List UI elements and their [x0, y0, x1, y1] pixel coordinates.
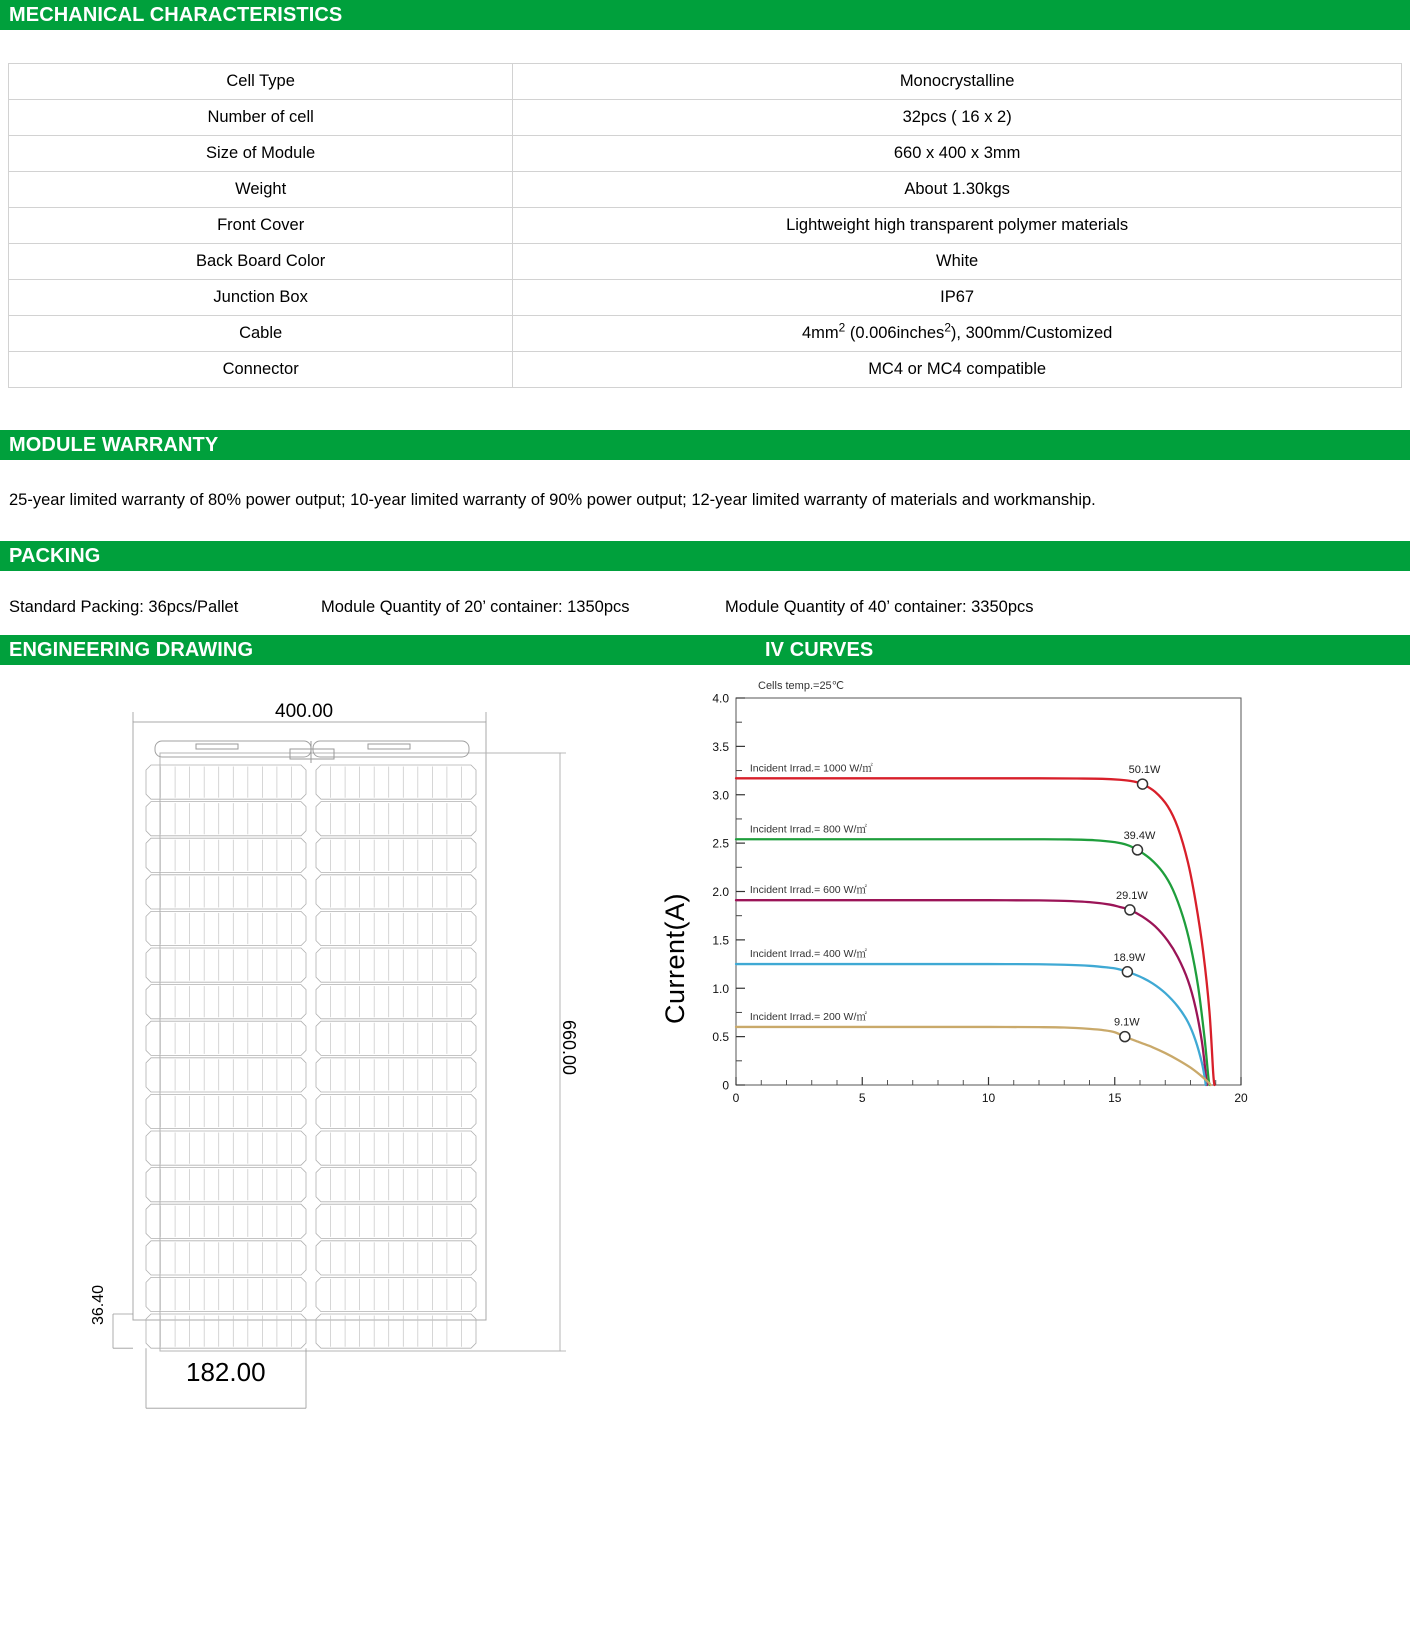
curve-legend-label: Incident Irrad.= 1000 W/㎡	[749, 762, 873, 775]
mpp-power-label: 39.4W	[1123, 829, 1156, 842]
table-cell-key: Cell Type	[9, 64, 513, 100]
panel-outline-group	[133, 722, 560, 1351]
solar-cell	[146, 984, 306, 1018]
solar-cell	[146, 1094, 306, 1128]
table-cell-key: Front Cover	[9, 208, 513, 244]
packing-standard: Standard Packing: 36pcs/Pallet	[9, 597, 239, 616]
section-bar-packing	[0, 541, 1410, 571]
table-cell-value: IP67	[513, 280, 1402, 316]
solar-cell	[146, 1314, 306, 1348]
chart-text-group	[750, 680, 1161, 1029]
table-row	[9, 172, 1402, 208]
table-cell-key: Size of Module	[9, 136, 513, 172]
solar-cell	[146, 875, 306, 909]
section-title-mechanical: MECHANICAL CHARACTERISTICS	[9, 4, 343, 26]
table-cell-key: Back Board Color	[9, 244, 513, 280]
y-axis-tick-label: 1.5	[712, 933, 729, 948]
solar-cell	[316, 1167, 476, 1201]
solar-cell	[146, 911, 306, 945]
x-axis-tick-label: 0	[732, 1090, 740, 1105]
table-cell-key: Number of cell	[9, 100, 513, 136]
solar-cell	[316, 1204, 476, 1238]
solar-cell	[316, 948, 476, 982]
table-cell-value: White	[513, 244, 1402, 280]
panel-backsheet-outline	[160, 753, 560, 1351]
packing-info-row	[0, 598, 1410, 617]
solar-cell	[146, 1241, 306, 1275]
engineering-drawing	[0, 665, 700, 1535]
solar-cell	[146, 1131, 306, 1165]
table-cell-key: Connector	[9, 352, 513, 388]
dimension-label-width: 400.00	[275, 700, 334, 722]
solar-cell	[316, 911, 476, 945]
table-cell-key: Junction Box	[9, 280, 513, 316]
solar-cell	[316, 1241, 476, 1275]
section-title-warranty: MODULE WARRANTY	[9, 434, 219, 456]
solar-cell	[316, 1314, 476, 1348]
engineering-drawing-svg	[0, 665, 700, 1535]
chart-temperature-annotation: Cells temp.=25℃	[758, 679, 845, 692]
dimension-lines-group	[113, 712, 566, 1408]
y-axis-tick-label: 0	[722, 1078, 729, 1093]
y-axis-tick-label: 4.0	[712, 691, 729, 706]
solar-cell	[316, 838, 476, 872]
y-axis-tick-label: 2.5	[712, 836, 729, 851]
lower-content-area	[0, 665, 1410, 1535]
solar-cell	[316, 1094, 476, 1128]
mpp-power-label: 9.1W	[1114, 1016, 1140, 1029]
solar-cell	[146, 1058, 306, 1092]
solar-cell	[146, 1204, 306, 1238]
curve-legend-label: Incident Irrad.= 600 W/㎡	[749, 883, 867, 896]
spacer	[0, 460, 1410, 487]
table-cell-value: MC4 or MC4 compatible	[513, 352, 1402, 388]
solar-cell	[146, 1021, 306, 1055]
table-row	[9, 136, 1402, 172]
y-axis-tick-label: 0.5	[712, 1029, 729, 1044]
table-row	[9, 100, 1402, 136]
section-bar-engineering-iv	[0, 635, 1410, 665]
warranty-text: 25-year limited warranty of 80% power output; 10-year limited warranty of 90% power output; 12-year limited warranty of materials and workmanship.	[9, 491, 1096, 509]
chart-mpp-markers-group	[1120, 779, 1148, 1042]
dimension-label-cell-width: 182.00	[186, 1356, 266, 1387]
y-axis-tick-label: 2.0	[712, 884, 729, 899]
mpp-marker	[1132, 845, 1142, 855]
x-axis-tick-label: 5	[858, 1090, 866, 1105]
solar-cell	[146, 765, 306, 799]
solar-cell	[316, 1277, 476, 1311]
iv-chart-svg	[676, 665, 1296, 1285]
table-row	[9, 208, 1402, 244]
table-row	[9, 280, 1402, 316]
iv-curve	[736, 1027, 1211, 1085]
solar-cell	[316, 875, 476, 909]
table-row	[9, 316, 1402, 352]
curve-legend-label: Incident Irrad.= 200 W/㎡	[749, 1010, 867, 1023]
section-bar-warranty	[0, 430, 1410, 460]
solar-cell	[146, 838, 306, 872]
spacer	[0, 617, 1410, 635]
x-axis-tick-label: 15	[1108, 1090, 1122, 1105]
solar-cell	[316, 1021, 476, 1055]
table-cell-key: Cable	[9, 316, 513, 352]
solar-cell	[146, 801, 306, 835]
curve-legend-label: Incident Irrad.= 400 W/㎡	[749, 947, 867, 960]
mpp-power-label: 50.1W	[1128, 763, 1161, 776]
table-cell-value: 660 x 400 x 3mm	[513, 136, 1402, 172]
section-title-iv-curves: IV CURVES	[765, 638, 874, 661]
dimension-label-cell-height: 36.40	[90, 1284, 107, 1325]
mpp-power-label: 18.9W	[1113, 951, 1146, 964]
mpp-marker	[1138, 779, 1148, 789]
section-bar-mechanical	[0, 0, 1410, 30]
y-axis-tick-label: 3.0	[712, 787, 729, 802]
solar-cell	[316, 765, 476, 799]
solar-cell	[146, 1277, 306, 1311]
table-cell-value: About 1.30kgs	[513, 172, 1402, 208]
mpp-power-label: 29.1W	[1116, 889, 1148, 902]
busbar-tab-1	[196, 744, 238, 749]
table-cell-value: 32pcs ( 16 x 2)	[513, 100, 1402, 136]
solar-cell	[316, 1131, 476, 1165]
y-axis-tick-label: 1.0	[712, 981, 729, 996]
table-row	[9, 244, 1402, 280]
busbar-tab-2	[368, 744, 410, 749]
table-cell-key: Weight	[9, 172, 513, 208]
mpp-marker	[1125, 905, 1135, 915]
mpp-marker	[1122, 967, 1132, 977]
table-row	[9, 352, 1402, 388]
table-cell-value: $4mm^2$ (0.006inches$^2$), 300mm/Customized	[513, 316, 1402, 352]
table-cell-value: Monocrystalline	[513, 64, 1402, 100]
solar-cell	[316, 801, 476, 835]
solar-cell	[316, 984, 476, 1018]
mechanical-characteristics-table	[8, 63, 1402, 388]
curve-legend-label: Incident Irrad.= 800 W/㎡	[749, 822, 867, 835]
x-axis-tick-label: 20	[1234, 1090, 1248, 1105]
dimension-label-height: 660.00	[559, 1019, 579, 1075]
spacer	[0, 388, 1410, 430]
solar-cell	[146, 948, 306, 982]
mechanical-table-wrap	[0, 63, 1410, 388]
solar-cell	[146, 1167, 306, 1201]
table-row	[9, 64, 1402, 100]
packing-container-40: Module Quantity of 40’ container: 3350pcs	[725, 597, 1034, 616]
iv-curves-chart	[660, 665, 1296, 1285]
spacer	[0, 514, 1410, 541]
packing-container-20: Module Quantity of 20’ container: 1350pcs	[321, 597, 630, 616]
table-cell-value: Lightweight high transparent polymer materials	[513, 208, 1402, 244]
x-axis-tick-label: 10	[981, 1090, 996, 1105]
mechanical-table-body	[9, 64, 1402, 388]
chart-y-axis-label: Current(A)	[660, 892, 690, 1024]
solar-cell	[316, 1058, 476, 1092]
mpp-marker	[1120, 1031, 1130, 1041]
y-axis-tick-label: 3.5	[712, 739, 729, 754]
chart-ticks-group	[712, 691, 1248, 1105]
iv-curve	[736, 900, 1207, 1085]
section-title-engineering-drawing: ENGINEERING DRAWING	[9, 638, 254, 661]
spacer	[0, 571, 1410, 598]
section-title-packing: PACKING	[9, 544, 101, 567]
cell-grid-group	[146, 765, 476, 1348]
